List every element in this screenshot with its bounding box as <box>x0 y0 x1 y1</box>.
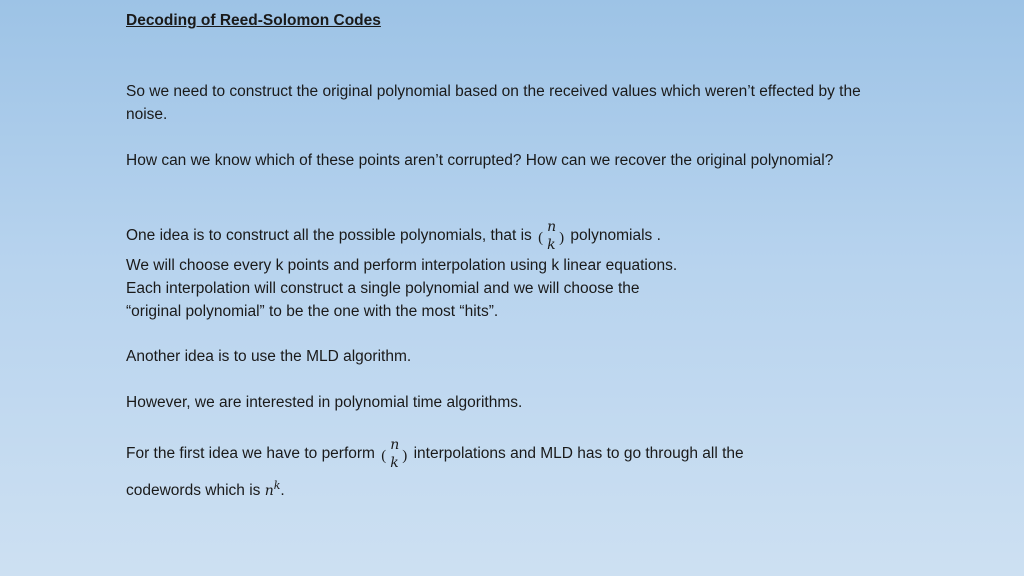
paragraph-6-period: . <box>280 482 285 500</box>
paragraph-3-text-after-binom: polynomials . <box>570 227 661 245</box>
paragraph-6-line-1 <box>126 436 906 472</box>
power-base: n <box>264 483 274 500</box>
paragraph-3-line-1 <box>126 218 906 254</box>
binomial-coefficient <box>538 218 564 254</box>
paragraph-3-text-before-binom: One idea is to construct all the possible polynomials, that is <box>126 227 532 245</box>
paragraph-1: So we need to construct the original polynomial based on the received values which weren’t effected by the noise. <box>126 83 861 123</box>
paragraph-3-line-2: We will choose every k points and perform interpolation using k linear equations. <box>126 257 678 274</box>
power-exponent: k <box>273 479 281 492</box>
paragraph-4: Another idea is to use the MLD algorithm. <box>126 348 412 365</box>
binomial-left-paren: ( <box>381 448 387 464</box>
paragraph-5: However, we are interested in polynomial time algorithms. <box>126 394 523 411</box>
paragraph-2: How can we know which of these points aren’t corrupted? How can we recover the original polynomial? <box>126 152 834 169</box>
slide-title: Decoding of Reed-Solomon Codes <box>126 12 381 29</box>
paragraph-3-line-3: Each interpolation will construct a single polynomial and we will choose the <box>126 280 640 297</box>
paragraph-6-text-before-binom: For the first idea we have to perform <box>126 445 375 463</box>
paragraph-6 <box>126 436 906 503</box>
paragraph-6-text-after-binom: interpolations and MLD has to go through all the <box>413 445 744 463</box>
paragraph-3-line-4: “original polynomial” to be the one with the most “hits”. <box>126 303 499 320</box>
paragraph-3 <box>126 218 906 323</box>
binomial-right-paren: ) <box>402 448 408 464</box>
binomial-bottom: k <box>390 455 399 471</box>
binomial-top: n <box>547 219 557 235</box>
paragraph-6-line-2 <box>126 474 906 503</box>
binomial-top: n <box>390 437 400 453</box>
binomial-left-paren: ( <box>538 230 544 246</box>
binomial-right-paren: ) <box>559 230 565 246</box>
paragraph-6-text-codewords: codewords which is <box>126 482 261 500</box>
binomial-bottom: k <box>547 237 556 253</box>
binomial-coefficient-2 <box>381 436 407 472</box>
